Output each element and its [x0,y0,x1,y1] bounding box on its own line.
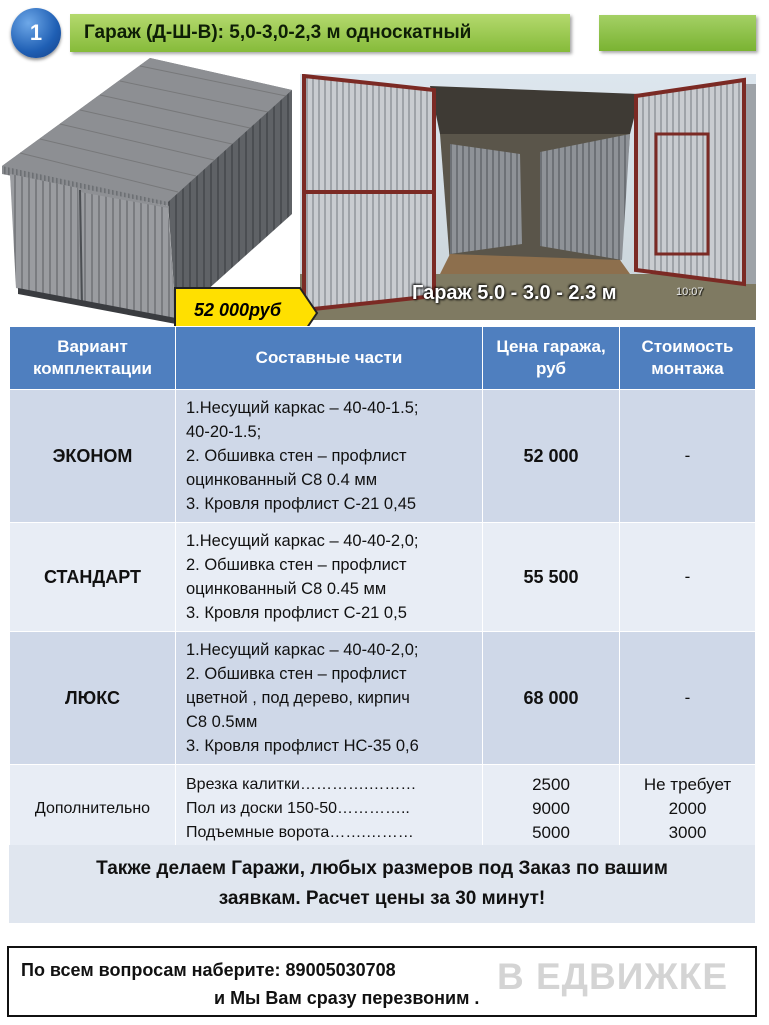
extra-price: 9000 [532,798,570,818]
promo-line: заявкам. Расчет цены за 30 минут! [218,888,546,909]
extra-item: Подъемные ворота…….……… [186,823,414,841]
extra-install-value: 3000 [668,822,707,842]
variant-name: ЛЮКС [10,632,176,765]
parts-line: 2. Обшивка стен – профлист [186,665,407,683]
parts-list [176,523,483,632]
extra-item: Пол из доски 150-50………….. [186,799,410,817]
price-table [9,326,756,853]
variant-name: ЭКОНОМ [10,390,176,523]
extra-install-value: Не требует [643,774,732,794]
page-title: Гараж (Д-Ш-В): 5,0-3,0-2,3 м односкатный [84,22,472,43]
parts-line: 3. Кровля профлист НС-35 0,6 [186,737,419,755]
table-header-row [10,327,756,390]
install-price: - [620,390,756,523]
column-header-price: Цена гаража, руб [483,327,620,390]
extra-item: Врезка калитки………….……… [186,775,417,793]
promo-banner [9,845,755,923]
decorative-green-bar [599,15,756,51]
install-price: - [620,523,756,632]
parts-line: 2. Обшивка стен – профлист [186,447,407,465]
parts-line: цветной , под дерево, кирпич [186,689,410,707]
contact-callback-line: и Мы Вам сразу перезвоним . [214,988,480,1008]
extra-prices [483,765,620,853]
table-row-extra [10,765,756,853]
extra-label: Дополнительно [10,765,176,853]
photo-caption: Гараж 5.0 - 3.0 - 2.3 м [412,282,617,304]
garage-price: 68 000 [483,632,620,765]
slide-number-badge [11,8,61,58]
parts-line: оцинкованный С8 0.45 мм [186,580,387,598]
watermark-logo: В ЕДВИЖКЕ [497,956,729,997]
contact-phone-line: По всем вопросам наберите: 89005030708 [21,960,396,980]
extra-price: 2500 [532,774,570,794]
extra-install-value: 2000 [668,798,707,818]
garage-price: 52 000 [483,390,620,523]
extra-install [620,765,756,853]
parts-line: 3. Кровля профлист С-21 0,45 [186,495,417,513]
table-row-econom [10,390,756,523]
parts-line: 3. Кровля профлист С-21 0,5 [186,604,407,622]
parts-line: 2. Обшивка стен – профлист [186,556,407,574]
promo-line: Также делаем Гаражи, любых размеров под Заказ по вашим [96,858,668,879]
extra-price: 5000 [532,822,570,842]
column-header-variant: Вариант комплектации [10,327,176,390]
extra-items [176,765,483,853]
slide-number: 1 [29,20,43,45]
photo-timestamp: 10:07 [676,286,704,298]
title-bar [70,14,570,52]
parts-line: 1.Несущий каркас – 40-40-1.5; [186,399,419,417]
table-row-standard [10,523,756,632]
variant-name: СТАНДАРТ [10,523,176,632]
price-tag-text: 52 000руб [194,300,281,320]
parts-line: 40-20-1.5; [186,423,262,441]
column-header-parts: Составные части [176,327,483,390]
parts-line: С8 0.5мм [186,713,258,731]
install-price: - [620,632,756,765]
parts-line: 1.Несущий каркас – 40-40-2,0; [186,532,419,550]
table-row-lux [10,632,756,765]
parts-list [176,390,483,523]
parts-line: оцинкованный С8 0.4 мм [186,471,378,489]
parts-line: 1.Несущий каркас – 40-40-2,0; [186,641,419,659]
garage-price: 55 500 [483,523,620,632]
parts-list [176,632,483,765]
column-header-install: Стоимость монтажа [620,327,756,390]
